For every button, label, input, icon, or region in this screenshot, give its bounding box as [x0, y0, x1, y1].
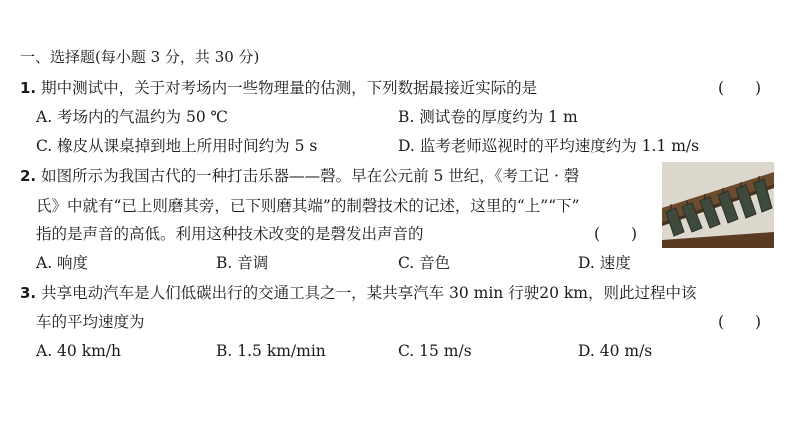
question-2-text-1: 如图所示为我国古代的一种打击乐器——磬。早在公元前 5 世纪，《考工记 · 磬: [41, 167, 580, 185]
question-2-option-b: B. 音调: [216, 254, 269, 272]
question-2-stem-line-1: [20, 166, 579, 186]
question-2-option-d: D. 速度: [578, 254, 631, 272]
question-2-number: 2.: [20, 167, 37, 185]
question-1-answer-blank: ( ): [718, 79, 762, 97]
chime-stones-image: [662, 162, 774, 248]
question-2-option-a: A. 响度: [36, 254, 89, 272]
question-1-option-b: B. 测试卷的厚度约为 1 m: [398, 108, 578, 126]
question-3-option-a: A. 40 km/h: [36, 342, 121, 360]
question-1-option-d: D. 监考老师巡视时的平均速度约为 1.1 m/s: [398, 137, 700, 155]
question-2-option-c: C. 音色: [398, 254, 451, 272]
question-3-option-c: C. 15 m/s: [398, 342, 472, 360]
question-3-option-d: D. 40 m/s: [578, 342, 653, 360]
section-title: 一、选择题(每小题 3 分，共 30 分): [20, 48, 260, 66]
bianqing-illustration: [662, 162, 774, 248]
question-3-answer-blank: ( ): [718, 313, 762, 331]
question-1-option-a: A. 考场内的气温约为 50 ℃: [36, 108, 228, 126]
question-3-option-b: B. 1.5 km/min: [216, 342, 326, 360]
question-1-text: 期中测试中，关于对考场内一些物理量的估测，下列数据最接近实际的是: [41, 79, 538, 97]
question-1-option-c: C. 橡皮从课桌掉到地上所用时间约为 5 s: [36, 137, 318, 155]
question-3-stem-line-1: [20, 283, 696, 303]
question-3-stem-line-2: 车的平均速度为: [36, 313, 145, 331]
question-2-answer-blank: ( ): [594, 225, 638, 243]
question-1-number: 1.: [20, 79, 37, 97]
question-1-stem: [20, 78, 537, 98]
question-3-number: 3.: [20, 284, 37, 302]
question-3-text-1: 共享电动汽车是人们低碳出行的交通工具之一，某共享汽车 30 min 行驶20 km，则此过程中该: [41, 284, 697, 302]
question-2-stem-line-2: 氏》中就有“已上则磨其旁，已下则磨其端”的制磬技术的记述，这里的“上”“下”: [36, 197, 580, 215]
question-2-stem-line-3: 指的是声音的高低。利用这种技术改变的是磬发出声音的: [36, 225, 424, 243]
